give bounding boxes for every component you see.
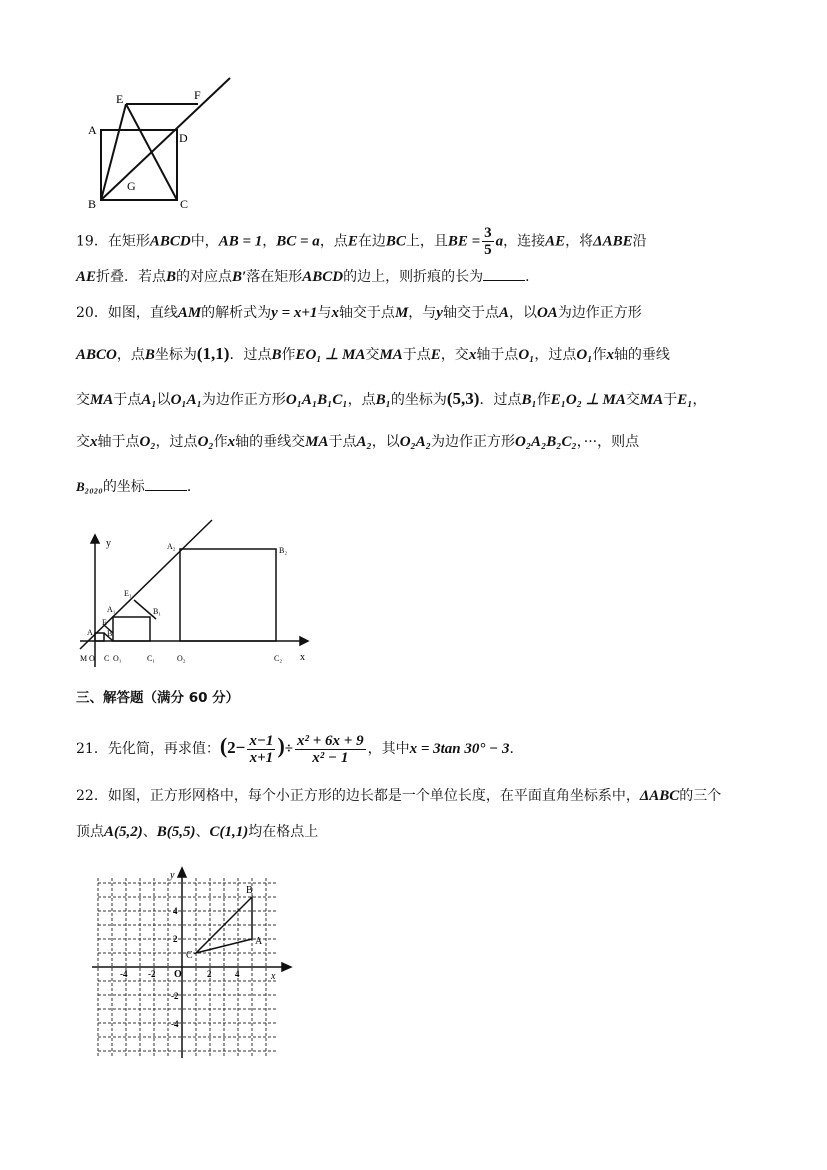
- q22-tick-x-4: 4: [235, 969, 240, 979]
- q20-line5: B₂₀₂₀的坐标 ．: [76, 476, 201, 497]
- fold-label-b: B: [88, 197, 97, 211]
- section-heading: 三、解答题（满分 60 分）: [76, 690, 240, 706]
- fold-label-f: F: [194, 88, 201, 102]
- q20-line4: 交x轴于点O₂，过点O₂作x轴的垂线交MA于点A₂，以O₂A₂为边作正方形O₂A₂B₂C₂，···，则点: [76, 434, 640, 450]
- q20-label-e: E: [102, 618, 107, 627]
- q20-label-b2: B₂: [279, 546, 288, 555]
- q22-tick-y-2: 2: [173, 934, 178, 944]
- q22-label-a: A: [255, 936, 263, 947]
- q22-tick-x-neg4: -4: [120, 969, 128, 979]
- q22-tick-y-neg4: -4: [171, 1019, 179, 1029]
- q20-label-a1: A₁: [107, 605, 116, 614]
- q20-line3: 交MA于点A₁以O₁A₁为边作正方形O₁A₁B₁C₁，点B₁的坐标为(5,3)．过点B₁作E₁O₂ ⊥ MA交MA于E₁，: [76, 389, 707, 408]
- q22-grid-figure: [88, 866, 296, 1060]
- q21-line: 21．先化简，再求值：(2− $\frac{x-1}{x+1}$ )÷ $\frac{\text{x² + 6x + 9}}{\text{x² − 1}}$ ，其中x = 3tan 30° − 3．: [76, 732, 524, 766]
- q22-tick-y-4: 4: [173, 906, 178, 916]
- q22-label-c: C: [186, 950, 193, 961]
- q20-label-o1: O₁: [113, 654, 122, 663]
- q22-tick-x-2: 2: [207, 969, 212, 979]
- q20-label-m: M: [80, 654, 88, 663]
- fold-label-a: A: [88, 123, 97, 137]
- q20-answer-blank: [145, 476, 187, 491]
- q19-line2: AE折叠．若点B的对应点B′落在矩形ABCD的边上，则折痕的长为 ．: [76, 266, 539, 287]
- q20-label-o2: O₂: [177, 654, 186, 663]
- q20-label-a: A: [87, 628, 93, 637]
- q20-label-c: C: [104, 654, 110, 663]
- q20-label-b: B: [107, 629, 113, 638]
- q19-line1: 19．在矩形ABCD中，AB = 1，BC = a，点E在边BC上，且BE = $\frac{3}{5}$ a，连接AE，将ΔABE沿: [76, 225, 647, 258]
- q20-label-o: O: [89, 654, 95, 663]
- q20-label-b1: B₁: [153, 607, 162, 616]
- q22-tick-y-neg2: -2: [171, 991, 179, 1001]
- fold-label-c: C: [180, 197, 189, 211]
- q19-fraction: $\frac{3}{5}$: [484, 225, 492, 258]
- q22-label-x: x: [271, 971, 276, 982]
- q19-answer-blank: [483, 266, 525, 281]
- q20-figure: [76, 515, 316, 670]
- q20-label-c1: C₁: [147, 654, 156, 663]
- q20-label-c2: C₂: [274, 654, 283, 663]
- q22-label-y: y: [170, 870, 175, 881]
- q20-line2: ABCO，点B坐标为(1,1)．过点B作EO₁ ⊥ MA交MA于点E，交x轴于点O₁，过点O₁作x轴的垂线: [76, 344, 670, 363]
- q22-label-b: B: [246, 885, 253, 896]
- fold-figure: [86, 74, 246, 214]
- q20-label-x: x: [300, 652, 305, 663]
- q20-label-e1: E₁: [124, 589, 132, 598]
- q22-line1: 22．如图，正方形网格中，每个小正方形的边长都是一个单位长度，在平面直角坐标系中，ΔABC的三个: [76, 788, 722, 804]
- q20-label-y: y: [106, 538, 111, 549]
- fold-label-e: E: [116, 92, 124, 106]
- q22-label-origin: O: [174, 969, 182, 980]
- fold-label-g: G: [127, 179, 136, 193]
- q22-tick-x-neg2: -2: [148, 969, 156, 979]
- q22-line2: 顶点A(5,2)、B(5,5)、C(1,1)均在格点上: [76, 824, 319, 840]
- q20-line1: 20．如图，直线AM的解析式为y = x+1与x轴交于点M，与y轴交于点A，以OA为边作正方形: [76, 305, 642, 321]
- fold-label-d: D: [179, 131, 188, 145]
- q20-label-a2: A₂: [167, 542, 176, 551]
